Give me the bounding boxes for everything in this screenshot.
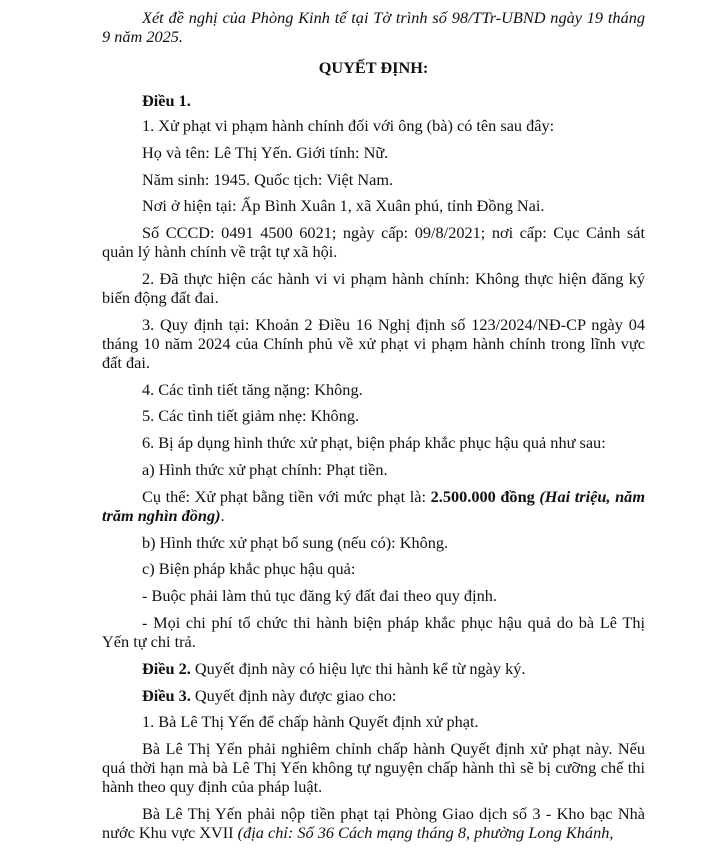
decision-title: QUYẾT ĐỊNH: [318, 58, 429, 77]
person-address-line: Nơi ở hiện tại: Ấp Bình Xuân 1, xã Xuân phú, tỉnh Đồng Nai. [142, 196, 545, 216]
article-3-compliance-paragraph: Bà Lê Thị Yến phải nghiêm chỉnh chấp hành Quyết định xử phạt này. Nếu quá thời hạn mà bà Lê Thị Yến không tự nguyện chấp hành thì sẽ bị cưỡng chế thi hành theo quy định của pháp luật. [102, 739, 645, 797]
article-1-item-4: 4. Các tình tiết tăng nặng: Không. [142, 379, 363, 399]
article-1-item-6c: c) Biện pháp khắc phục hậu quả: [142, 559, 356, 579]
person-name-line: Họ và tên: Lê Thị Yến. Giới tính: Nữ. [142, 142, 389, 162]
remedial-measure-1: - Buộc phải làm thủ tục đăng ký đất đai theo quy định. [142, 586, 497, 606]
article-2-heading: Điều 2. [142, 658, 191, 678]
person-birth-line: Năm sinh: 1945. Quốc tịch: Việt Nam. [142, 169, 394, 189]
article-2-paragraph [102, 659, 645, 678]
article-1-item-2: 2. Đã thực hiện các hành vi vi phạm hành chính: Không thực hiện đăng ký biến động đất đai. [102, 268, 645, 307]
intro-paragraph: Xét đề nghị của Phòng Kinh tế tại Tờ trình số 98/TTr-UBND ngày 19 tháng 9 năm 2025. [102, 8, 645, 46]
payment-text: Bà Lê Thị Yến phải nộp tiền phạt tại Phòng Giao dịch số 3 - Kho bạc Nhà nước Khu vực XVII [102, 803, 645, 842]
remedial-measure-2: - Mọi chi phí tổ chức thi hành biện pháp khắc phục hậu quả do bà Lê Thị Yến tự chi trả. [102, 612, 645, 651]
person-id-card-line: Số CCCD: 0491 4500 6021; ngày cấp: 09/8/2021; nơi cấp: Cục Cảnh sát quản lý hành chính về trật tự xã hội. [102, 223, 645, 262]
article-1-item-3: 3. Quy định tại: Khoản 2 Điều 16 Nghị định số 123/2024/NĐ-CP ngày 04 tháng 10 năm 2024 của Chính phủ về xử phạt vi phạm hành chính trong lĩnh vực đất đai. [102, 314, 645, 372]
article-3-item-1: 1. Bà Lê Thị Yến để chấp hành Quyết định xử phạt. [142, 712, 479, 732]
article-1-heading: Điều 1. [142, 91, 191, 110]
fine-prefix: Cụ thể: Xử phạt bằng tiền với mức phạt là: [142, 486, 431, 506]
fine-suffix: . [220, 505, 225, 525]
article-3-paragraph [102, 686, 645, 705]
article-1-item-6: 6. Bị áp dụng hình thức xử phạt, biện pháp khắc phục hậu quả như sau: [142, 433, 606, 453]
article-1-item-1: 1. Xử phạt vi phạm hành chính đối với ông (bà) có tên sau đây: [142, 116, 555, 135]
article-1-item-6a: a) Hình thức xử phạt chính: Phạt tiền. [142, 459, 388, 479]
article-3-payment-paragraph [102, 804, 645, 842]
article-3-text: Quyết định này được giao cho: [190, 685, 397, 705]
article-1-item-5: 5. Các tình tiết giảm nhẹ: Không. [142, 406, 360, 426]
payment-address: (địa chỉ: Số 36 Cách mạng tháng 8, phường Long Khánh, [237, 822, 614, 842]
fine-amount: 2.500.000 đồng [430, 486, 535, 506]
fine-amount-words: (Hai triệu, năm trăm nghìn đồng) [102, 486, 645, 525]
article-3-heading: Điều 3. [142, 685, 191, 705]
article-1-item-6b: b) Hình thức xử phạt bổ sung (nếu có): Không. [142, 532, 449, 552]
fine-paragraph [102, 487, 645, 525]
article-2-text: Quyết định này có hiệu lực thi hành kể từ ngày ký. [190, 658, 526, 678]
